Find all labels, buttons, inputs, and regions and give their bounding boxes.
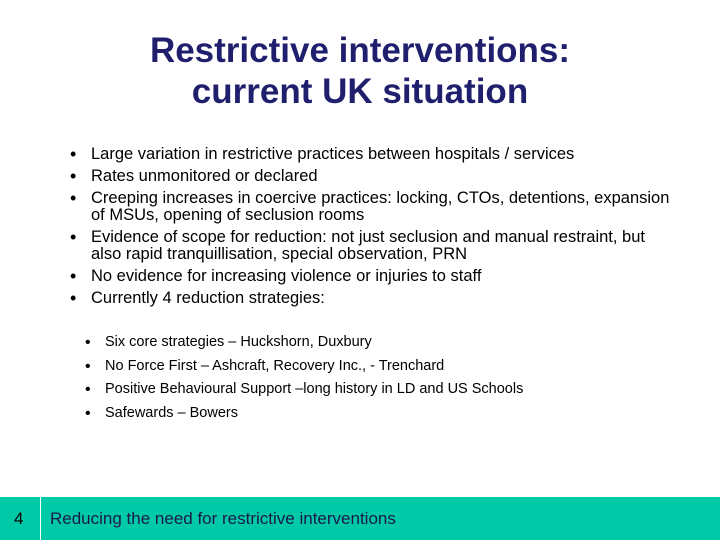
sub-bullet-item: • Six core strategies – Huckshorn, Duxbury xyxy=(85,331,523,355)
bullet-dot-icon: • xyxy=(85,357,91,375)
bullet-item: • No evidence for increasing violence or injuries to staff xyxy=(70,266,482,286)
bullet-dot-icon: • xyxy=(85,334,91,351)
sub-bullet-item: • Safewards – Bowers xyxy=(85,402,523,426)
bullet-dot-icon: • xyxy=(70,227,77,247)
bullet-item: • Creeping increases in coercive practices: locking, CTOs, detentions, expansion of MSUs, opening of seclusion rooms xyxy=(70,188,670,224)
bullet-dot-icon: • xyxy=(70,266,77,286)
footer-divider xyxy=(40,497,41,540)
sub-bullet-item: • No Force First – Ashcraft, Recovery Inc., - Trenchard xyxy=(85,355,523,379)
bullet-item: • Rates unmonitored or declared xyxy=(70,166,318,186)
bullet-item: • Large variation in restrictive practices between hospitals / services xyxy=(70,144,575,164)
bullet-dot-icon: • xyxy=(70,188,77,208)
bullet-item: • Evidence of scope for reduction: not just seclusion and manual restraint, but also rapid tranquillisation, special observation, PRN xyxy=(70,227,645,263)
bullet-item: • Currently 4 reduction strategies: xyxy=(70,288,325,308)
bullet-dot-icon: • xyxy=(70,288,77,308)
sub-bullet-item: • Positive Behavioural Support –long history in LD and US Schools xyxy=(85,378,523,402)
footer-text: Reducing the need for restrictive interventions xyxy=(50,509,396,528)
slide-number: 4 xyxy=(14,509,24,528)
bullet-dot-icon: • xyxy=(85,381,91,399)
slide-title xyxy=(0,30,720,112)
slide-title-line-2: current UK situation xyxy=(191,72,529,111)
slide-title-line-1: Restrictive interventions: xyxy=(149,31,571,70)
bullet-dot-icon: • xyxy=(85,405,91,423)
bullet-dot-icon: • xyxy=(70,144,77,164)
sub-bullet-list xyxy=(85,331,523,426)
main-bullet-list xyxy=(70,143,670,309)
bullet-dot-icon: • xyxy=(70,166,77,186)
footer-bar xyxy=(0,497,720,540)
